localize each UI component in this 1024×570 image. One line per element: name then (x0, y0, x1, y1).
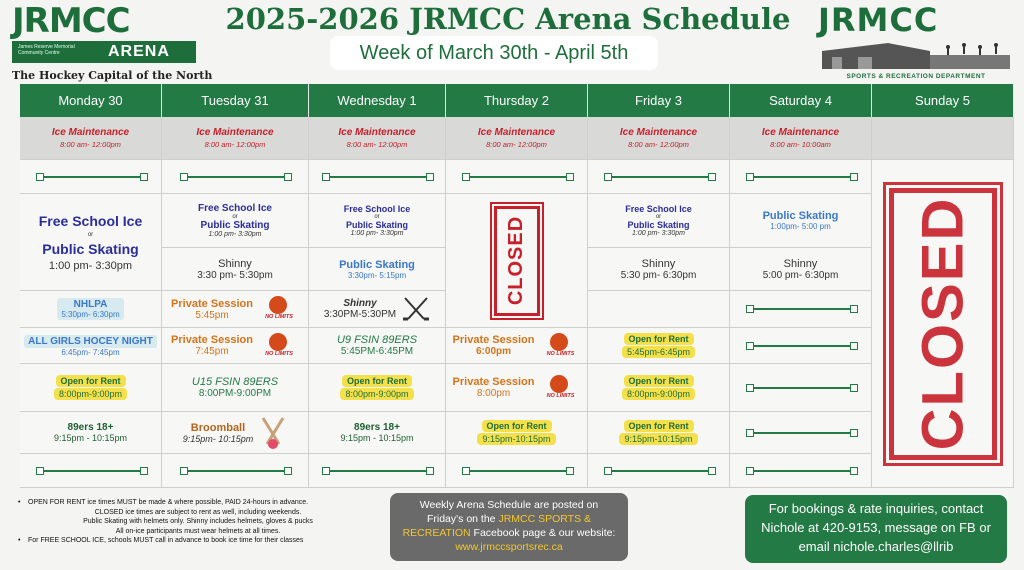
empty-slot (162, 454, 309, 488)
empty-line-icon (746, 342, 856, 350)
event-private-session: Private Session 6:00pm NO LIMITS (446, 328, 588, 364)
closed-stamp-icon: CLOSED (494, 206, 540, 316)
event-open-for-rent: Open for Rent 8:00pm-9:00pm (588, 364, 730, 412)
day-column-thursday (446, 84, 588, 488)
booking-contact-info: For bookings & rate inquiries, contact Nichole at 420-9153, message on FB or email nichole.charles@llrib (745, 495, 1007, 563)
empty-slot (309, 160, 446, 194)
empty-slot (588, 454, 730, 488)
ice-maintenance-friday: Ice Maintenance 8:00 am- 12:00pm (588, 117, 730, 160)
event-free-school-ice: Free School Ice or Public Skating 1:00 pm- 3:30pm (309, 194, 446, 248)
closed-stamp-thursday (446, 194, 588, 328)
event-public-skating: Public Skating 3:30pm- 5:15pm (309, 248, 446, 291)
closed-stamp-icon: CLOSED (889, 188, 997, 460)
event-89ers: 89ers 18+ 9:15pm - 10:15pm (309, 412, 446, 454)
header (0, 0, 1024, 84)
empty-line-icon (36, 467, 146, 475)
day-header-thursday: Thursday 2 (446, 84, 588, 117)
empty-line-icon (322, 173, 432, 181)
empty-slot (446, 160, 588, 194)
empty-slot (309, 454, 446, 488)
no-limits-logo-icon: NO LIMITS (540, 331, 580, 361)
empty-line-icon (604, 173, 714, 181)
empty-slot (446, 454, 588, 488)
event-89ers: 89ers 18+ 9:15pm - 10:15pm (20, 412, 162, 454)
empty-line-icon (746, 384, 856, 392)
event-shinny: Shinny 5:30 pm- 6:30pm (588, 248, 730, 291)
empty-slot (730, 454, 872, 488)
event-free-school-ice: Free School Ice or Public Skating 1:00 pm- 3:30pm (162, 194, 309, 248)
event-free-school-ice: Free School Ice or Public Skating 1:00 pm- 3:30pm (20, 194, 162, 291)
empty-line-icon (746, 467, 856, 475)
note-item: All on-ice participants must wear helmets at all times. (115, 527, 281, 535)
day-header-friday: Friday 3 (588, 84, 730, 117)
day-column-wednesday (309, 84, 446, 488)
ice-maintenance-thursday: Ice Maintenance 8:00 am- 12:00pm (446, 117, 588, 160)
event-private-session: Private Session 7:45pm NO LIMITS (162, 328, 309, 364)
empty-slot (730, 412, 872, 454)
closed-stamp-sunday (872, 160, 1014, 488)
event-shinny: Shinny 3:30 pm- 5:30pm (162, 248, 309, 291)
event-private-session: Private Session 8:00pm NO LIMITS (446, 364, 588, 412)
page-title: 2025-2026 JRMCC Arena Schedule (225, 2, 791, 36)
empty-cell (588, 291, 730, 328)
day-column-friday (588, 84, 730, 488)
day-header-sunday: Sunday 5 (872, 84, 1014, 117)
no-limits-logo-icon: NO LIMITS (259, 331, 299, 361)
day-header-saturday: Saturday 4 (730, 84, 872, 117)
note-item: CLOSED ice times are subject to rent as well, including weekends. (94, 508, 302, 516)
note-item: • For FREE SCHOOL ICE, schools MUST call in advance to book ice time for their classes (18, 536, 378, 546)
week-range: Week of March 30th - April 5th (330, 36, 658, 70)
day-header-tuesday: Tuesday 31 (162, 84, 309, 117)
empty-line-icon (322, 467, 432, 475)
event-all-girls-hockey: ALL GIRLS HOCEY NIGHT 6:45pm- 7:45pm (20, 328, 162, 364)
day-column-saturday (730, 84, 872, 488)
ice-maintenance-monday: Ice Maintenance 8:00 am- 12:00pm (20, 117, 162, 160)
empty-slot (730, 364, 872, 412)
event-shinny: Shinny 5:00 pm- 6:30pm (730, 248, 872, 291)
empty-slot (730, 160, 872, 194)
empty-line-icon (36, 173, 146, 181)
website-link[interactable]: www.jrmccsportsrec.ca (455, 541, 563, 553)
empty-line-icon (746, 429, 856, 437)
note-item: Public Skating with helmets only. Shinny includes helmets, gloves & pucks (83, 518, 313, 525)
sunday-maintenance-empty (872, 117, 1014, 160)
sports-rec-logo: JRMCC SPORTS & RECREATION DEPARTMENT (818, 3, 1014, 83)
arena-building-icon (818, 39, 1014, 71)
event-u9-fsin: U9 FSIN 89ERS 5:45PM-6:45PM (309, 328, 446, 364)
event-free-school-ice: Free School Ice or Public Skating 1:00 pm- 3:30pm (588, 194, 730, 248)
event-open-for-rent: Open for Rent 8:00pm-9:00pm (20, 364, 162, 412)
empty-line-icon (180, 467, 290, 475)
event-u15-fsin: U15 FSIN 89ERS 8:00PM-9:00PM (162, 364, 309, 412)
day-column-tuesday (162, 84, 309, 488)
hockey-sticks-icon (402, 295, 430, 323)
empty-slot (162, 160, 309, 194)
ice-maintenance-saturday: Ice Maintenance 8:00 am- 10:00am (730, 117, 872, 160)
jrmcc-arena-logo: JRMCC James Reserve Memorial Community Centre ARENA The Hockey Capital of the North (12, 1, 213, 82)
empty-slot (20, 160, 162, 194)
logo-left-text: JRMCC (12, 1, 130, 41)
schedule-grid (20, 84, 1014, 488)
event-shinny: Shinny 3:30PM-5:30PM (309, 291, 446, 328)
event-open-for-rent: Open for Rent 9:15pm-10:15pm (588, 412, 730, 454)
day-header-monday: Monday 30 (20, 84, 162, 117)
day-column-sunday (872, 84, 1014, 488)
empty-line-icon (180, 173, 290, 181)
day-column-monday (20, 84, 162, 488)
event-open-for-rent: Open for Rent 8:00pm-9:00pm (309, 364, 446, 412)
broomball-icon (259, 416, 287, 450)
event-public-skating: Public Skating 1:00pm- 5:00 pm (730, 194, 872, 248)
contact-email[interactable]: email nichole.charles@llrib (798, 539, 954, 554)
empty-slot (20, 454, 162, 488)
event-nhlpa: NHLPA 5:30pm- 6:30pm (20, 291, 162, 328)
empty-line-icon (746, 173, 856, 181)
policy-notes (18, 498, 378, 546)
empty-line-icon (462, 173, 572, 181)
empty-line-icon (746, 305, 856, 313)
day-header-wednesday: Wednesday 1 (309, 84, 446, 117)
empty-slot (730, 291, 872, 328)
event-open-for-rent: Open for Rent 5:45pm-6:45pm (588, 328, 730, 364)
facebook-page-link[interactable]: JRMCC SPORTS & (498, 513, 592, 525)
empty-slot (588, 160, 730, 194)
empty-slot (730, 328, 872, 364)
event-broomball: Broomball 9:15pm- 10:15pm (162, 412, 309, 454)
empty-line-icon (604, 467, 714, 475)
weekly-schedule-info: Weekly Arena Schedule are posted on Friday's on the JRMCC SPORTS & RECREATION Facebook page & our website: www.jrmccsportsrec.ca (390, 493, 628, 561)
ice-maintenance-wednesday: Ice Maintenance 8:00 am- 12:00pm (309, 117, 446, 160)
no-limits-logo-icon: NO LIMITS (259, 294, 299, 324)
logo-tagline: The Hockey Capital of the North (12, 69, 213, 82)
no-limits-logo-icon: NO LIMITS (540, 373, 580, 403)
note-item: • OPEN FOR RENT ice times MUST be made & where possible, PAID 24-hours in advance. (18, 498, 378, 508)
event-open-for-rent: Open for Rent 9:15pm-10:15pm (446, 412, 588, 454)
empty-line-icon (462, 467, 572, 475)
event-private-session: Private Session 5:45pm NO LIMITS (162, 291, 309, 328)
ice-maintenance-tuesday: Ice Maintenance 8:00 am- 12:00pm (162, 117, 309, 160)
